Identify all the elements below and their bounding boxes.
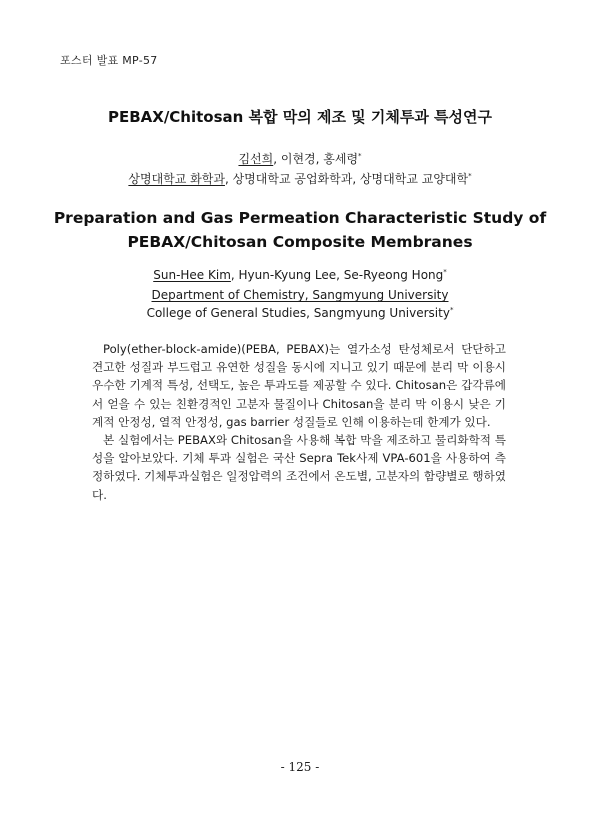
affiliation-ko-rest: , 상명대학교 공업화학과, 상명대학교 교양대학	[224, 172, 469, 186]
english-affiliation-1	[0, 288, 600, 302]
abstract-body	[92, 340, 506, 504]
presenting-author-en: Sun-Hee Kim	[153, 268, 231, 282]
page-number: - 125 -	[280, 760, 320, 774]
korean-title: PEBAX/Chitosan 복합 막의 제조 및 기체투과 특성연구	[107, 108, 493, 126]
english-title-line-2: PEBAX/Chitosan Composite Membranes	[127, 233, 473, 251]
korean-affiliations	[0, 170, 600, 187]
korean-authors	[0, 150, 600, 167]
corresponding-mark-ko: *	[358, 152, 362, 160]
english-authors	[0, 268, 600, 282]
presenting-author-ko: 김선희	[238, 152, 274, 166]
affiliation-ko-1: 상명대학교 화학과	[128, 172, 225, 186]
affiliation-en-2-text: College of General Studies, Sangmyung University	[146, 306, 450, 320]
other-authors-en: , Hyun-Kyung Lee, Se-Ryeong Hong	[230, 268, 444, 282]
session-tag: 포스터 발표 MP-57	[60, 54, 158, 67]
affiliation-mark-en: *	[449, 306, 454, 314]
corresponding-mark-en: *	[443, 268, 447, 276]
other-authors-ko: , 이현경, 홍세령	[273, 152, 359, 166]
affiliation-en-1-text: Department of Chemistry, Sangmyung University	[151, 288, 449, 302]
abstract-paragraph-2: 본 실험에서는 PEBAX와 Chitosan을 사용해 복합 막을 제조하고 물리화학적 특성을 알아보았다. 기체 투과 실험은 국산 Sepra Tek사제 VPA-601을 사용하여 측정하였다. 기체투과실험은 일정압력의 조건에서 온도별, 고분자의 함량별로 행하였다.	[92, 433, 506, 502]
english-title	[0, 206, 600, 254]
english-title-line-1: Preparation and Gas Permeation Characteristic Study of	[53, 209, 547, 227]
affiliation-mark-ko: *	[468, 172, 472, 180]
abstract-paragraph-1: Poly(ether-block-amide)(PEBA, PEBAX)는 열가소성 탄성체로서 단단하고 견고한 성질과 부드럽고 유연한 성질을 동시에 지니고 있기 때문에 분리 막 이용시 우수한 기계적 특성, 선택도, 높은 투과도를 제공할 수 있다. Chitosan은 갑각류에서 얻을 수 있는 친환경적인 고분자 물질이나 Chitosan을 분리 막 이용시 낮은 기계적 안정성, 열적 안정성, gas barrier 성질들로 인해 이용하는데 한계가 있다.	[92, 342, 506, 429]
english-affiliation-2	[0, 306, 600, 320]
